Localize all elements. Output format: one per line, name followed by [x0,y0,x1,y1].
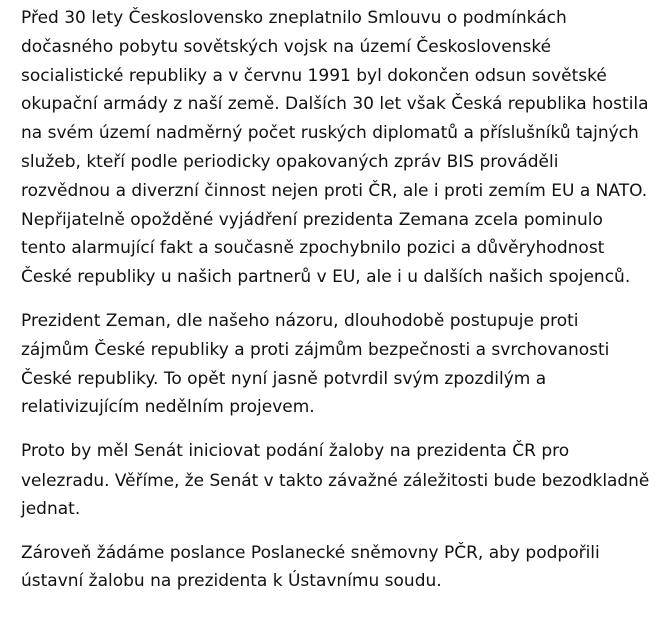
paragraph-4 [21,539,641,597]
text-line: zájmům České republiky a proti zájmům bezpečnosti a svrchovanosti [21,339,610,360]
text-line: relativizujícím nedělním projevem. [21,397,315,418]
text-line: České republiky u našich partnerů v EU, ale i u dalších našich spojenců. [21,267,631,288]
text-line: Proto by měl Senát iniciovat podání žaloby na prezidenta ČR pro [21,441,570,462]
text-line: okupační armády z naší země. Dalších 30 let však Česká republika hostila [21,94,649,115]
paragraph-1 [21,4,649,292]
text-line: Zároveň žádáme poslance Poslanecké sněmovny PČR, aby podpořili [21,542,600,563]
document-body [21,4,650,611]
text-line: dočasného pobytu sovětských vojsk na území Československé [21,36,552,57]
text-line: socialistické republiky a v červnu 1991 byl dokončen odsun sovětské [21,65,607,86]
paragraph-3 [21,437,650,523]
text-line: Před 30 lety Československo zneplatnilo Smlouvu o podmínkách [21,8,567,28]
text-line: rozvědnou a diverzní činnost nejen proti ČR, ale i proti zemím EU a NATO. [21,180,648,201]
text-line: jednat. [21,498,81,519]
text-line: na svém území nadměrný počet ruských diplomatů a příslušníků tajných [21,123,639,144]
text-line: služeb, kteří podle periodicky opakovaných zpráv BIS prováděli [21,151,559,172]
text-line: velezradu. Věříme, že Senát v takto závažné záležitosti bude bezodkladně [21,469,650,490]
paragraph-2 [21,307,641,422]
text-line: Prezident Zeman, dle našeho názoru, dlouhodobě postupuje proti [21,310,579,331]
text-line: ústavní žalobu na prezidenta k Ústavnímu soudu. [21,571,442,592]
text-line: České republiky. To opět nyní jasně potvrdil svým zpozdilým a [21,368,547,389]
text-line: Nepřijatelně opožděné vyjádření prezidenta Zemana zcela pominulo [21,209,603,230]
text-line: tento alarmující fakt a současně zpochybnilo pozici a důvěryhodnost [21,238,605,259]
